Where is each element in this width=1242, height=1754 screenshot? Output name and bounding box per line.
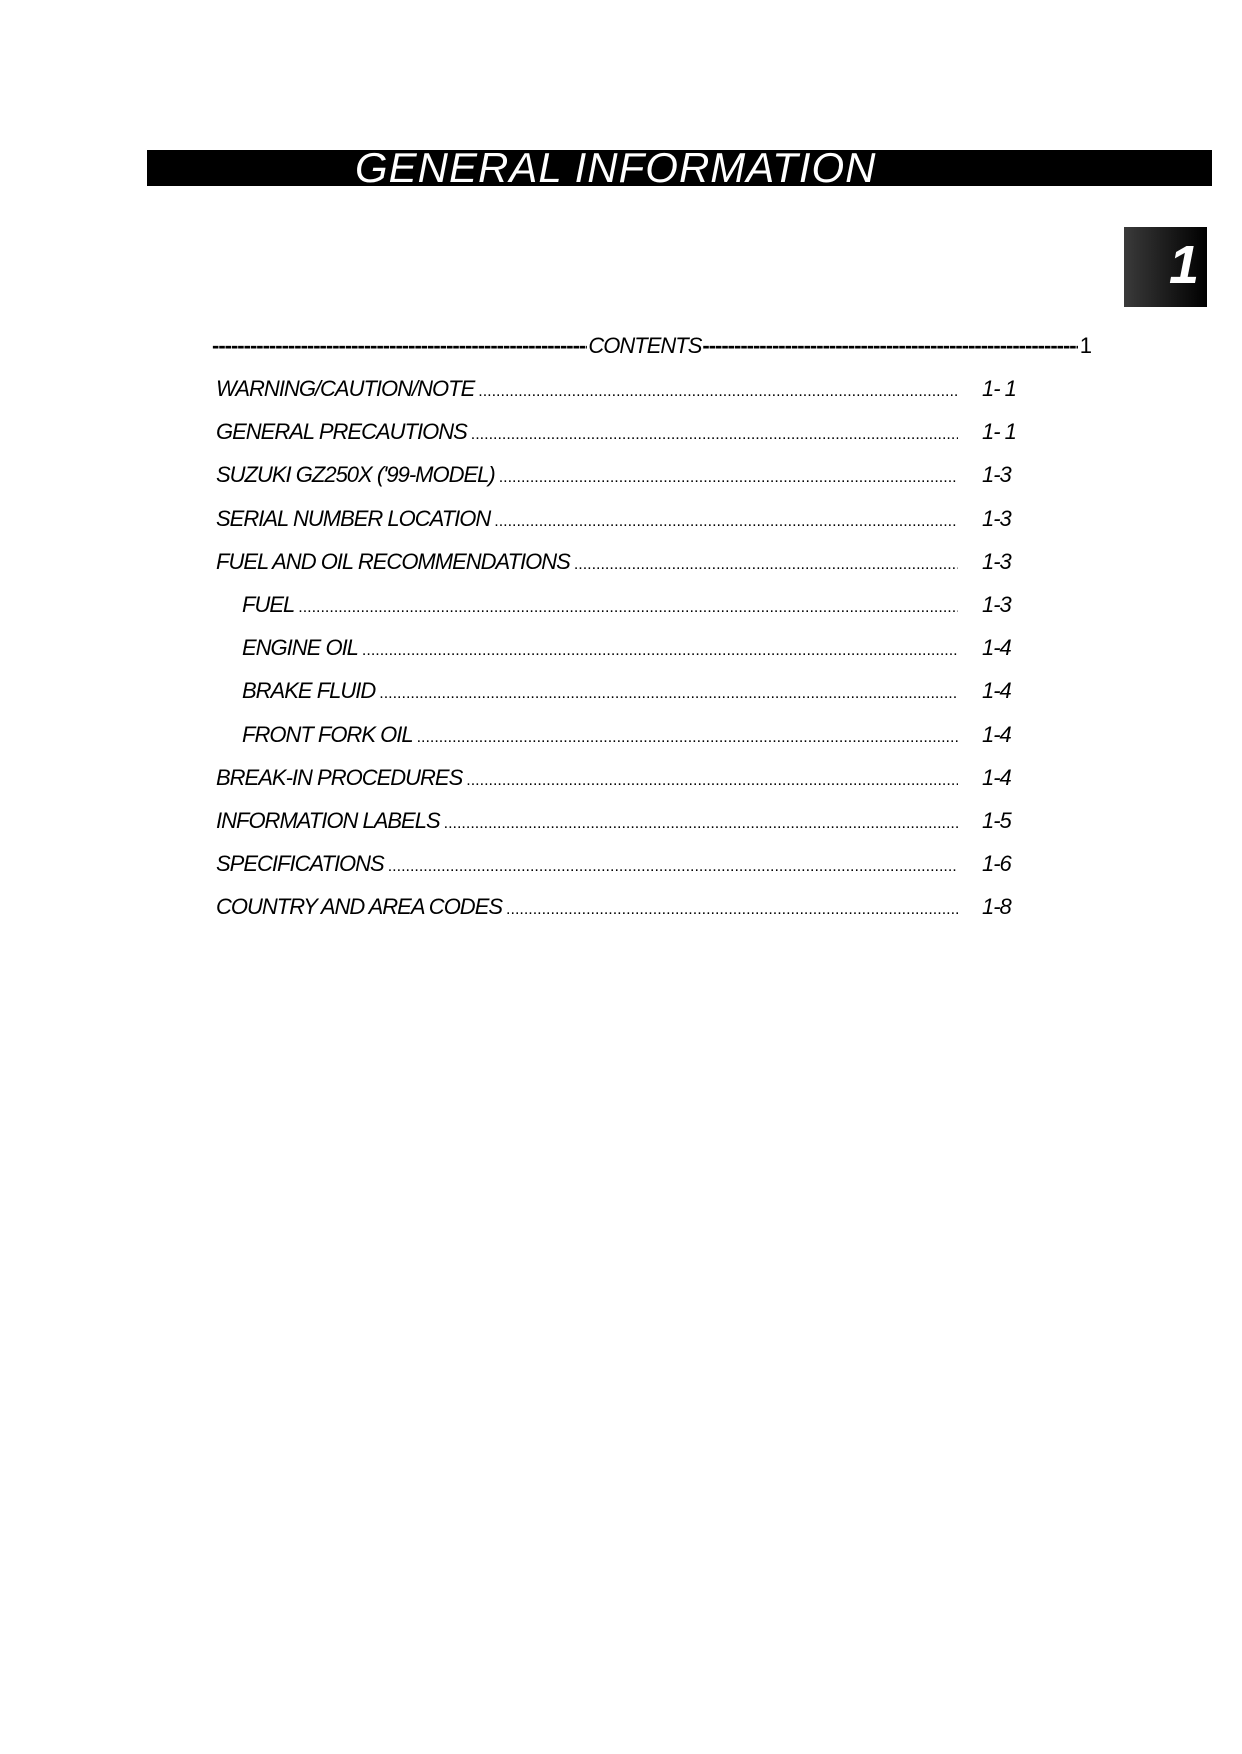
chapter-number: 1 [1168, 235, 1199, 295]
dot-leader [574, 556, 958, 574]
dash-rule-right [702, 333, 1077, 359]
toc-entry-page: 1-6 [982, 851, 1011, 877]
dot-leader [388, 858, 958, 876]
dot-leader [499, 469, 958, 487]
toc-entry-page: 1-4 [982, 678, 1011, 704]
toc-entry-label: WARNING/CAUTION/NOTE [216, 376, 475, 401]
toc-entry-page: 1- 1 [982, 419, 1016, 445]
toc-entry-page: 1-4 [982, 635, 1011, 661]
toc-entry [216, 376, 1016, 406]
toc-entry [216, 505, 1011, 536]
toc-entry [242, 721, 1011, 752]
dot-leader [471, 426, 958, 444]
toc-entry [216, 894, 1011, 924]
dot-leader [506, 901, 958, 919]
toc-entry-label: FRONT FORK OIL [242, 721, 413, 747]
dot-leader [417, 729, 958, 747]
toc-entry-label: INFORMATION LABELS [216, 808, 440, 833]
toc-entry-label: FUEL AND OIL RECOMMENDATIONS [216, 548, 570, 574]
contents-page: 1 [1079, 333, 1092, 358]
toc-entry-label: SUZUKI GZ250X ('99-MODEL) [216, 462, 495, 488]
dot-leader [494, 513, 958, 531]
dash-rule-left [212, 333, 587, 359]
dot-leader [478, 383, 958, 401]
toc-entry-page: 1-3 [982, 505, 1011, 531]
dot-leader [466, 772, 958, 790]
chapter-title-bar [147, 150, 1212, 186]
toc-entry-page: 1-3 [982, 592, 1011, 617]
dot-leader [298, 599, 958, 617]
toc-entry-label: GENERAL PRECAUTIONS [216, 419, 467, 445]
dot-leader [362, 642, 958, 660]
dot-leader [379, 685, 958, 703]
toc-entry-page: 1-8 [982, 894, 1011, 920]
toc-entry-page: 1-5 [982, 808, 1011, 833]
toc-entry [216, 462, 1011, 492]
chapter-title: GENERAL INFORMATION [355, 150, 877, 186]
toc-entry [242, 635, 1011, 665]
toc-entry-label: SPECIFICATIONS [216, 851, 384, 877]
toc-entry-label: BRAKE FLUID [242, 678, 376, 704]
toc-entry [242, 678, 1011, 708]
toc-entry-label: FUEL [242, 592, 295, 617]
toc-entry-label: COUNTRY AND AREA CODES [216, 894, 503, 920]
toc-entry [216, 419, 1016, 449]
toc-entry-page: 1- 1 [982, 376, 1016, 401]
toc-entry-page: 1-3 [982, 462, 1011, 488]
toc-entry [216, 851, 1011, 881]
toc-entry-label: SERIAL NUMBER LOCATION [216, 505, 491, 531]
toc-entry [242, 592, 1011, 622]
dot-leader [444, 815, 958, 833]
contents-label: CONTENTS [588, 333, 702, 358]
toc-entry-page: 1-3 [982, 548, 1011, 574]
toc-entry-label: BREAK-IN PROCEDURES [216, 764, 463, 790]
toc-entry [216, 764, 1011, 795]
toc-entry-page: 1-4 [982, 764, 1011, 790]
chapter-tab [1124, 227, 1207, 307]
toc-entry-page: 1-4 [982, 721, 1011, 747]
toc-entry [216, 808, 1011, 838]
contents-heading [212, 331, 1092, 361]
toc-entry [216, 548, 1011, 579]
toc-entry-label: ENGINE OIL [242, 635, 358, 661]
